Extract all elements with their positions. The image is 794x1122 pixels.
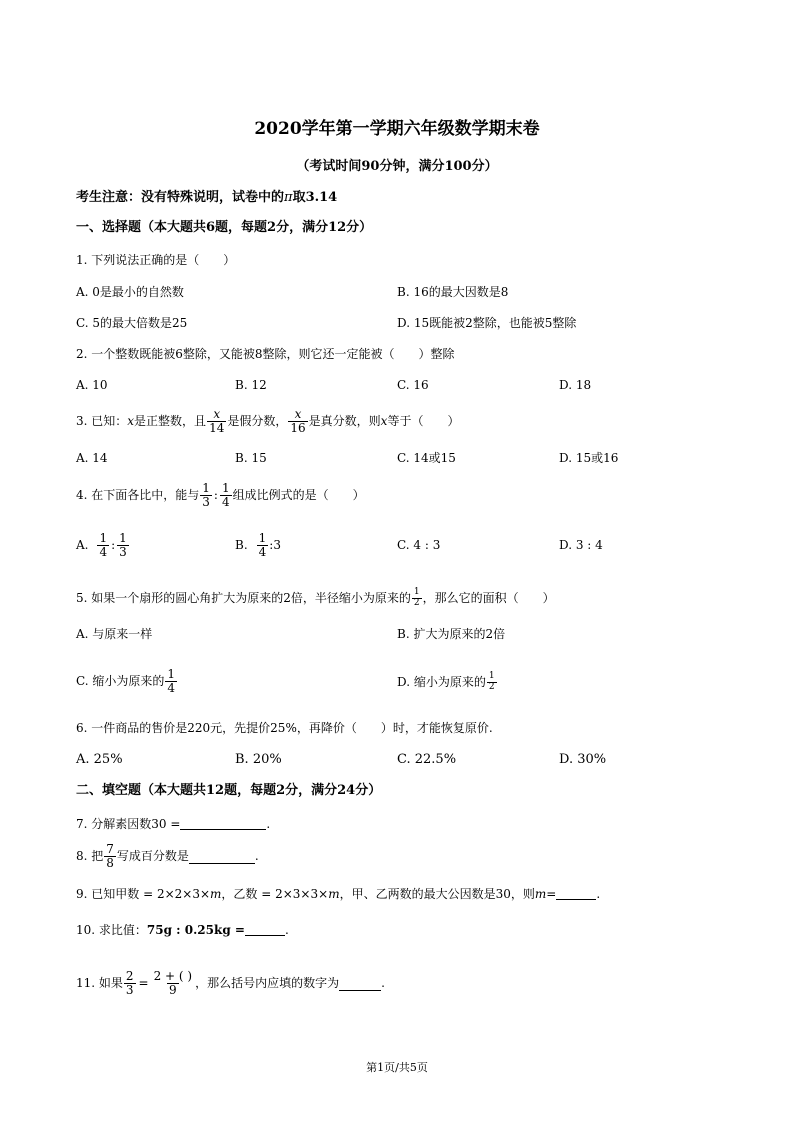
- q8-text-1: 8. 把: [76, 849, 104, 863]
- fraction-numerator: 1: [258, 530, 267, 545]
- q4-text-2: 组成比例式的是（ ）: [232, 488, 365, 502]
- q1-option-c[interactable]: C. 5的最大倍数是25: [76, 316, 188, 330]
- fraction-numerator: 1: [221, 480, 230, 495]
- q1-stem: 1. 下列说法正确的是（ ）: [76, 253, 236, 267]
- fraction-denominator: 2: [488, 681, 495, 692]
- fraction-denominator: 16: [290, 420, 306, 435]
- q1-option-d[interactable]: D. 15既能被2整除，也能被5整除: [397, 316, 577, 330]
- q8-answer-blank[interactable]: [189, 862, 255, 864]
- option-b-tail: :3: [269, 538, 281, 552]
- q10-expression: 75g : 0.25kg =: [146, 923, 245, 937]
- q5-d-fraction-1-2: [487, 672, 497, 692]
- q8-fraction-7-8: [104, 843, 116, 869]
- notice-suffix: 取3.14: [292, 190, 338, 205]
- q4-fraction-1-4: [220, 482, 232, 508]
- q10-text-1: 10. 求比值：: [76, 923, 147, 937]
- section1-heading: 一、选择题（本大题共6题，每题2分，满分12分）: [76, 220, 373, 235]
- q3-text-1: 3. 已知：: [76, 414, 128, 428]
- ratio-colon: :: [111, 538, 116, 552]
- fraction-numerator: 2 + ( ): [153, 968, 193, 983]
- q9-var-m-2: m: [328, 887, 340, 901]
- q6-stem: 6. 一件商品的售价是220元，先提价25%，再降价（ ）时，才能恢复原价.: [76, 721, 493, 735]
- q4-option-a[interactable]: [76, 527, 130, 563]
- q2-option-a[interactable]: A. 10: [76, 378, 108, 392]
- q7-stem: [76, 818, 270, 830]
- fraction-numerator: 7: [106, 841, 114, 856]
- q10-period: .: [284, 923, 289, 937]
- fraction-numerator: 1: [99, 530, 108, 545]
- option-text: C. 缩小为原来的: [76, 674, 165, 688]
- equals-sign: =: [138, 976, 149, 990]
- fraction-denominator: 4: [99, 544, 108, 559]
- q3-option-d[interactable]: D. 15或16: [559, 451, 619, 465]
- q11-fraction-expr-9: [152, 970, 195, 996]
- q8-text-2: 写成百分数是: [116, 849, 189, 863]
- q3-fraction-x-14: [207, 408, 226, 434]
- notice-prefix: 考生注意：没有特殊说明，试卷中的: [76, 190, 285, 205]
- fraction-numerator: 1: [413, 587, 420, 598]
- fraction-denominator: 9: [169, 982, 177, 997]
- q9-period: .: [596, 887, 601, 901]
- q4-text-1: 4. 在下面各比中，能与: [76, 488, 200, 502]
- q9-var-m-3: m: [534, 887, 547, 901]
- q10-answer-blank[interactable]: [245, 934, 285, 936]
- fraction-numerator: x: [294, 406, 302, 421]
- q1-option-a[interactable]: A. 0是最小的自然数: [76, 285, 184, 299]
- q6-option-b[interactable]: B. 20%: [235, 752, 282, 767]
- q4-a-fraction-1-4: [97, 532, 109, 558]
- q5-option-a[interactable]: A. 与原来一样: [76, 627, 153, 641]
- q4-option-c[interactable]: C. 4 : 3: [397, 538, 441, 552]
- fraction-numerator: 2: [125, 968, 134, 983]
- q2-stem: 2. 一个整数既能被6整除，又能被8整除，则它还一定能被（ ）整除: [76, 347, 455, 361]
- q4-a-fraction-1-3: [117, 532, 129, 558]
- q11-fraction-2-3: [124, 970, 136, 996]
- ratio-colon: :: [213, 488, 218, 502]
- fraction-denominator: 14: [209, 420, 225, 435]
- q3-option-c[interactable]: C. 14或15: [397, 451, 456, 465]
- q3-var-x: x: [127, 414, 135, 428]
- q5-fraction-1-2: [412, 588, 422, 608]
- q6-option-a[interactable]: A. 25%: [76, 752, 123, 767]
- q9-stem: [76, 888, 600, 900]
- q4-fraction-1-3: [200, 482, 212, 508]
- q9-text-4: =: [546, 887, 557, 901]
- exam-title: 2020学年第一学期六年级数学期末卷: [254, 119, 540, 139]
- q9-var-m-1: m: [210, 887, 222, 901]
- q5-option-b[interactable]: B. 扩大为原来的2倍: [397, 627, 506, 641]
- q7-answer-blank[interactable]: [180, 828, 266, 830]
- q5-c-fraction-1-4: [165, 668, 177, 694]
- fraction-numerator: 1: [488, 671, 495, 682]
- q5-text-2: ，那么它的面积（ ）: [422, 591, 555, 605]
- fraction-denominator: 8: [106, 855, 114, 870]
- fraction-denominator: 4: [221, 494, 230, 509]
- q11-text-2: ，那么括号内应填的数字为: [195, 976, 340, 990]
- q10-stem: [76, 924, 289, 936]
- q4-option-d[interactable]: D. 3 : 4: [559, 538, 603, 552]
- fraction-numerator: 1: [202, 480, 210, 495]
- q2-option-b[interactable]: B. 12: [235, 378, 267, 392]
- q3-var-x-2: x: [380, 414, 388, 428]
- pi-symbol: π: [284, 190, 293, 205]
- q5-option-d[interactable]: [397, 668, 498, 696]
- fraction-denominator: 2: [413, 597, 420, 608]
- q3-text-4: 是真分数，则: [308, 414, 381, 428]
- q11-stem: [76, 961, 385, 1005]
- q4-stem: [76, 477, 365, 513]
- q2-option-c[interactable]: C. 16: [397, 378, 429, 392]
- q5-stem: [76, 584, 555, 612]
- q3-option-b[interactable]: B. 15: [235, 451, 267, 465]
- fraction-numerator: 1: [119, 530, 127, 545]
- q5-option-c[interactable]: [76, 663, 178, 699]
- q1-option-b[interactable]: B. 16的最大因数是8: [397, 285, 509, 299]
- fraction-denominator: 3: [202, 494, 210, 509]
- q8-stem: [76, 838, 259, 874]
- q6-option-d[interactable]: D. 30%: [559, 752, 607, 767]
- q3-stem: [76, 403, 459, 439]
- fraction-numerator: x: [213, 406, 221, 421]
- q3-fraction-x-16: [288, 408, 307, 434]
- exam-subtitle: （考试时间90分钟，满分100分）: [296, 159, 498, 174]
- q3-option-a[interactable]: A. 14: [76, 451, 108, 465]
- q7-period: .: [266, 817, 271, 831]
- q2-option-d[interactable]: D. 18: [559, 378, 592, 392]
- fraction-denominator: 4: [258, 544, 267, 559]
- fraction-denominator: 4: [167, 680, 176, 695]
- section2-heading: 二、填空题（本大题共12题，每题2分，满分24分）: [76, 783, 382, 798]
- fraction-numerator: 1: [167, 666, 176, 681]
- q6-option-c[interactable]: C. 22.5%: [397, 752, 457, 767]
- q4-b-fraction-1-4: [257, 532, 269, 558]
- q9-text-2: ，乙数 = 2×3×3×: [221, 887, 329, 901]
- q5-text-1: 5. 如果一个扇形的圆心角扩大为原来的2倍，半径缩小为原来的: [76, 591, 411, 605]
- option-label: A.: [76, 538, 89, 552]
- fraction-denominator: 3: [125, 982, 134, 997]
- option-label: B.: [235, 538, 248, 552]
- exam-notice: [76, 191, 337, 204]
- q3-text-2: 是正整数，且: [134, 414, 207, 428]
- fraction-denominator: 3: [119, 544, 127, 559]
- q4-option-b[interactable]: [235, 527, 281, 563]
- q11-answer-blank[interactable]: [339, 989, 381, 991]
- q9-text-3: ，甲、乙两数的最大公因数是30，则: [339, 887, 535, 901]
- option-text: D. 缩小为原来的: [397, 675, 486, 689]
- q3-text-3: 是假分数，: [227, 414, 288, 428]
- page-footer: 第1页/共5页: [366, 1061, 428, 1074]
- q9-text-1: 9. 已知甲数 = 2×2×3×: [76, 887, 211, 901]
- q3-text-5: 等于（ ）: [387, 414, 460, 428]
- q11-period: .: [381, 976, 385, 990]
- q8-period: .: [254, 849, 259, 863]
- q11-text-1: 11. 如果: [76, 976, 123, 990]
- q7-text: 7. 分解素因数30 =: [76, 817, 181, 831]
- q9-answer-blank[interactable]: [556, 898, 596, 900]
